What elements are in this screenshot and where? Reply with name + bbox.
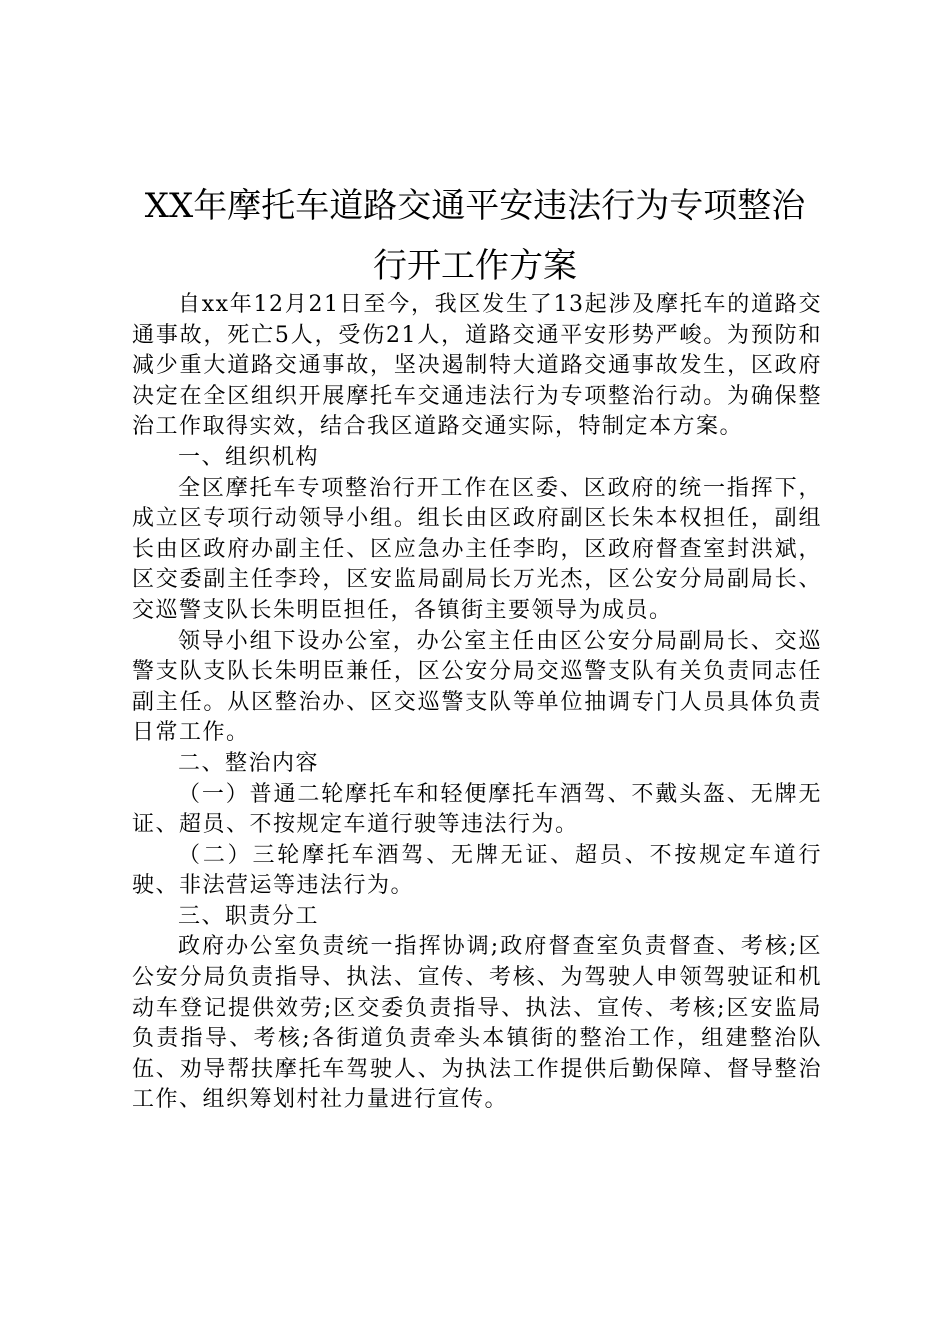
section1-paragraph1: 全区摩托车专项整治行开工作在区委、区政府的统一指挥下，成立区专项行动领导小组。组长由区政府副区长朱本权担任，副组长由区政府办副主任、区应急办主任李昀，区政府督查室封洪斌，区交委副主任李玲，区安监局副局长万光杰，区公安分局副局长、交巡警支队长朱明臣担任，各镇街主要领导为成员。 bbox=[132, 475, 822, 623]
document-title-line1: XX年摩托车道路交通平安违法行为专项整治 bbox=[144, 186, 806, 226]
section2-heading: 二、整治内容 bbox=[178, 750, 320, 776]
section3-heading: 三、职责分工 bbox=[178, 903, 320, 929]
section3-paragraph1: 政府办公室负责统一指挥协调;政府督查室负责督查、考核;区公安分局负责指导、执法、宣传、考核、为驾驶人申领驾驶证和机动车登记提供效劳;区交委负责指导、执法、宣传、考核;区安监局负责指导、考核;各街道负责牵头本镇街的整治工作，组建整治队伍、劝导帮扶摩托车驾驶人、为执法工作提供后勤保障、督导整治工作、组织筹划村社力量进行宣传。 bbox=[132, 934, 822, 1113]
document-title-line2: 行开工作方案 bbox=[373, 246, 577, 286]
section1-paragraph2: 领导小组下设办公室，办公室主任由区公安分局副局长、交巡警支队支队长朱明臣兼任，区公安分局交巡警支队有关负责同志任副主任。从区整治办、区交巡警支队等单位抽调专门人员具体负责日常工作。 bbox=[132, 628, 822, 746]
section2-item1: （一）普通二轮摩托车和轻便摩托车酒驾、不戴头盔、无牌无证、超员、不按规定车道行驶等违法行为。 bbox=[132, 781, 822, 838]
section2-item2: （二）三轮摩托车酒驾、无牌无证、超员、不按规定车道行驶、非法营运等违法行为。 bbox=[132, 842, 822, 899]
section1-heading: 一、组织机构 bbox=[178, 444, 320, 470]
document-body bbox=[132, 290, 822, 1116]
intro-paragraph: 自xx年12月21日至今，我区发生了13起涉及摩托车的道路交通事故，死亡5人，受伤21人，道路交通平安形势严峻。为预防和减少重大道路交通事故，坚决遏制特大道路交通事故发生，区政府决定在全区组织开展摩托车交通违法行为专项整治行动。为确保整治工作取得实效，结合我区道路交通实际，特制定本方案。 bbox=[132, 292, 822, 440]
